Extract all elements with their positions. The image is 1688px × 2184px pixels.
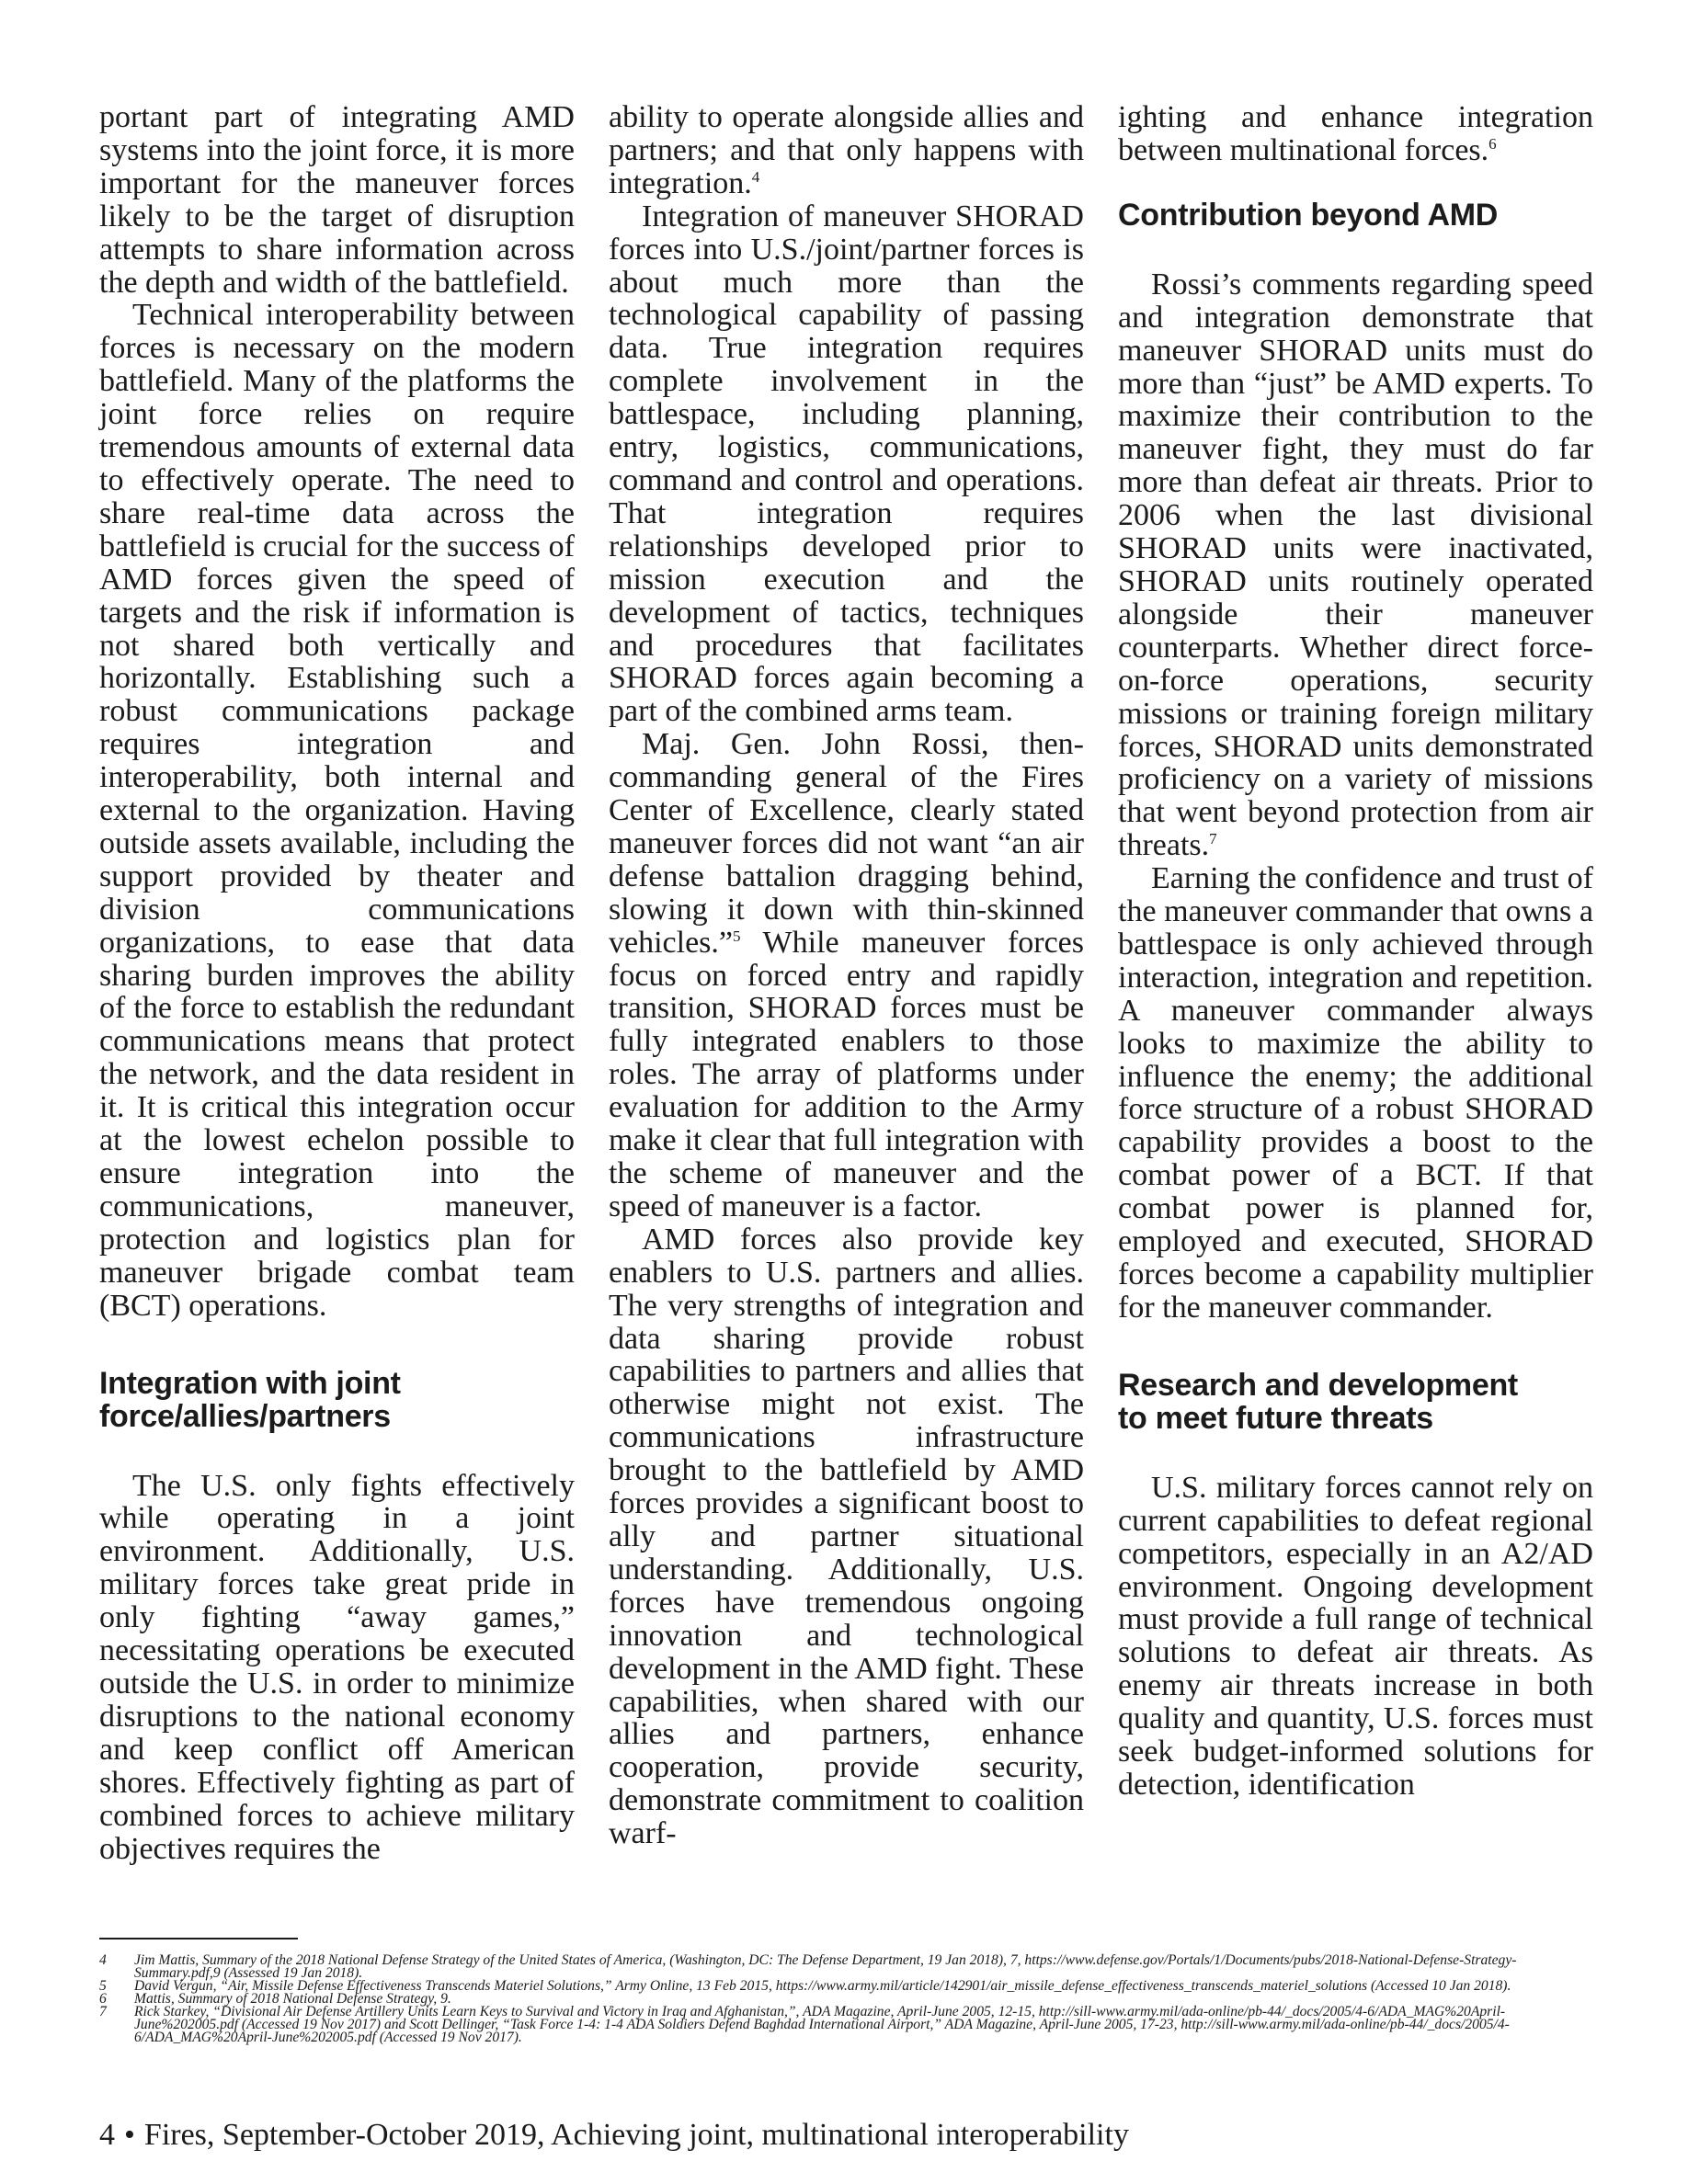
heading-line: Integration with joint [99,1365,401,1401]
footer-bullet: • [124,2118,135,2152]
footnote-text: Mattis, Summary of 2018 National Defense Strategy, 9. [134,1991,451,2007]
paragraph-text: Maj. Gen. John Rossi, then-commanding general of the Fires Center of Excellence, clearly stated maneuver forces did not want “an air defense battalion dragging behind, slowing it down with thin-skinned vehicles.” [609,727,1084,960]
paragraph-text: ability to operate alongside allies and partners; and that only happens with integration. [609,100,1084,200]
page-footer [99,2117,1129,2154]
paragraph-text: Rossi’s comments regarding speed and integration demonstrate that maneuver SHORAD units must do more than “just” be AMD experts. To maximize their contribution to the maneuver fight, they must do far more than defeat air threats. Prior to 2006 when the last divisional SHORAD units were inactivated, SHORAD units routinely operated alongside their maneuver counterparts. Whether direct force-on-force operations, security missions or training foreign military forces, SHORAD units demonstrated proficiency on a variety of missions that went beyond protection from air threats. [1118,267,1593,863]
body-paragraph: portant part of integrating AMD systems into the joint force, it is more important for the maneuver forces likely to be the target of disruption attempts to share information across the depth and width of the battlefield. [99,100,575,300]
section-heading-integration [99,1367,575,1433]
footnote-text: Rick Starkey, “Divisional Air Defense Artillery Units Learn Keys to Survival and Victory in Iraq and Afghanistan,”, ADA Magazine, April-June 2005, 12-15, http://sill-www.army.mil/ada-online/pb-44/_docs/2005/4-6/ADA_MAG%20April-June%202005.pdf (Accessed 19 Nov 2017) and Scott Dellinger, “Task Force 1-4: 1-4 ADA Soldiers Defend Baghdad International Airport,” ADA Magazine, April-June 2005, 17-23, http://sill-www.army.mil/ada-online/pb-44/_docs/2005/4-6/ADA_MAG%20April-June%202005.pdf (Accessed 19 Nov 2017). [134,2004,1510,2045]
paragraph-text: ighting and enhance integration between multinational forces. [1118,100,1593,167]
body-paragraph: U.S. military forces cannot rely on current capabilities to defeat regional competitors, especially in an A2/AD environment. Ongoing development must provide a full range of technical solutions to defeat air threats. As enemy air threats increase in both quality and quantity, U.S. forces must seek budget-informed solutions for detection, identification [1118,1470,1593,1802]
section-heading-research [1118,1369,1593,1435]
body-paragraph: Integration of maneuver SHORAD forces into U.S./joint/partner forces is about much more than the technological capability of passing data. True integration requires complete involvement in the battlespace, including planning, entry, logistics, communications, command and control and operations. That integration requires relationships developed prior to mission execution and the development of tactics, techniques and procedures that facilitates SHORAD forces again becoming a part of the combined arms team. [609,199,1084,729]
body-paragraph: AMD forces also provide key enablers to U.S. partners and allies. The very strengths of integration and data sharing provide robust capabilities to partners and allies that otherwise might not exist. The communications infrastructure brought to the battlefield by AMD forces provides a significant boost to ally and partner situational understanding. Additionally, U.S. forces have tremendous ongoing innovation and technological development in the AMD fight. These capabilities, when shared with our allies and partners, enhance cooperation, provide security, demonstrate commitment to coalition warf- [609,1222,1084,1851]
footnote-ref[interactable]: 4 [751,167,760,186]
section-heading-contribution: Contribution beyond AMD [1118,197,1498,233]
text-column-2 [609,101,1084,1850]
page-number: 4 [99,2118,115,2152]
footnote [99,1954,1589,1980]
footnote-text: Jim Mattis, Summary of the 2018 National Defense Strategy of the United States of America, (Washington, DC: The Defense Department, 19 Jan 2018), 7, https://www.defense.gov/Portals/1/Documents/pubs/2018-National-Defense-Strategy-Summary.pdf,9 (Assessed 19 Jan 2018). [134,1952,1517,1981]
footnote-divider [99,1938,298,1939]
body-paragraph: The U.S. only fights effectively while operating in a joint environment. Additionally, U.S. military forces take great pride in only fighting “away games,” necessitating operations be executed outside the U.S. in order to minimize disruptions to the national economy and keep conflict off American shores. Effectively fighting as part of combined forces to achieve military objectives requires the [99,1468,575,1866]
footnote-ref[interactable]: 7 [1209,830,1217,848]
body-paragraph: Earning the confidence and trust of the maneuver commander that owns a battlespace is only achieved through interaction, integration and repetition. A maneuver commander always looks to maximize the ability to influence the enemy; the additional force structure of a robust SHORAD capability provides a boost to the combat power of a BCT. If that combat power is planned for, employed and executed, SHORAD forces become a capability multiplier for the maneuver commander. [1118,861,1593,1325]
footer-text: Fires, September-October 2019, Achieving joint, multinational interoperability [143,2118,1129,2152]
footnote-number: 7 [99,2004,107,2019]
footnotes [99,1954,1589,2044]
body-paragraph [609,101,1084,200]
footnote-number: 5 [99,1978,107,1994]
footnote-number: 4 [99,1952,107,1968]
heading-line: to meet future threats [1118,1400,1433,1436]
footnote [99,2006,1589,2044]
heading-line: Research and development [1118,1367,1518,1403]
footnote-number: 6 [99,1991,107,2007]
text-column-1 [99,101,575,1865]
body-paragraph [1118,101,1593,167]
footnote-ref[interactable]: 5 [733,927,741,945]
body-paragraph [1118,268,1593,862]
heading-line: force/allies/partners [99,1398,391,1434]
footnote-text: David Vergun, “Air, Missile Defense Effectiveness Transcends Materiel Solutions,” Army Online, 13 Feb 2015, https://www.army.mil/article/142901/air_missile_defense_effectiveness_transcends_materiel_solutions (Accessed 10 Jan 2018). [134,1978,1511,1994]
text-column-3 [1118,101,1593,1802]
body-paragraph [609,728,1084,1223]
body-paragraph: Technical interoperability between forces is necessary on the modern battlefield. Many of the platforms the joint force relies on require tremendous amounts of external data to effectively operate. The need to share real-time data across the battlefield is crucial for the success of AMD forces given the speed of targets and the risk if information is not shared both vertically and horizontally. Establishing such a robust communications package requires integration and interoperability, both internal and external to the organization. Having outside assets available, including the support provided by theater and division communications organizations, to ease that data sharing burden improves the ability of the force to establish the redundant communications means that protect the network, and the data resident in it. It is critical this integration occur at the lowest echelon possible to ensure integration into the communications, maneuver, protection and logistics plan for maneuver brigade combat team (BCT) operations. [99,298,575,1323]
paragraph-text: While maneuver forces focus on forced entry and rapidly transition, SHORAD forces must be fully integrated enablers to those roles. The array of platforms under evaluation for addition to the Army make it clear that full integration with the scheme of maneuver and the speed of maneuver is a factor. [609,925,1084,1223]
footnote-ref[interactable]: 6 [1488,134,1497,153]
